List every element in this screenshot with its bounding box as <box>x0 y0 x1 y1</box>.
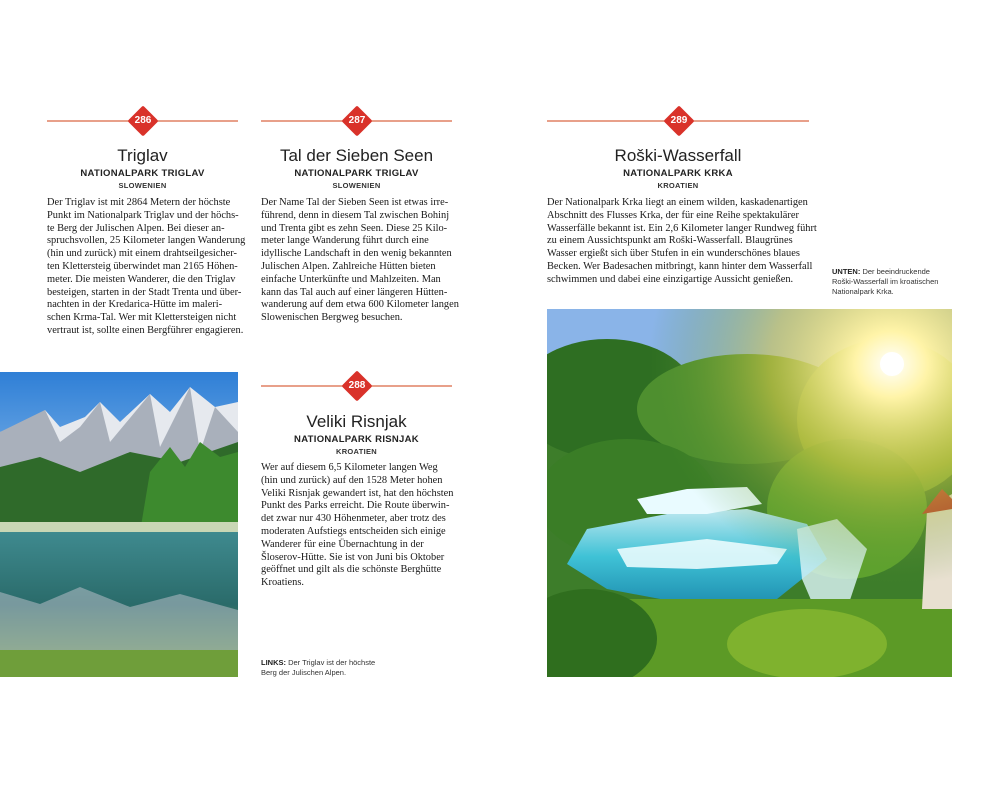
entry-number: 287 <box>348 115 366 126</box>
entry-number: 288 <box>348 380 366 391</box>
entry-country: SLOWENIEN <box>332 181 381 190</box>
entry-body: Der Nationalpark Krka liegt an einem wilden, kaskadenartigen Abschnitt des Flusses Krka, der für eine Reihe spektakulärer Wasserfälle bekannt ist. Ein 2,6 Kilometer langer Rundweg führt zu einem Aussichtspunkt am Roški-Wasserfall. Blaugrünes Wasser ergießt sich über Stufen in ein wunderschönes blaues Becken. Wer Badesachen mitbringt, kann hinter dem Wasserfall schwimmen und dabei eine einzigartige Aussicht genießen. <box>547 197 817 285</box>
entry-subtitle: NATIONALPARK TRIGLAV <box>294 168 419 179</box>
roski-waterfall-photo <box>547 309 952 677</box>
entry-body: Der Name Tal der Sieben Seen ist etwas irre- führend, denn in diesem Tal zwischen Bohinj und Trenta gibt es zehn Seen. Diese 25 Kilo- meter lange Wanderung führt durch eine idyllische Landschaft in den wenig bekannten Julischen Alpen. Zahlreiche Hütten bieten einfache Unterkünfte und Mahlzeiten. Man kann das Tal auch auf einer längeren Hütten- wanderung auf dem etwa 600 Kilometer langen Slowenischen Bergweg besuchen. <box>261 197 459 324</box>
photo-caption-right: UNTEN: Der beeindruckende Roški-Wasserfall im kroatischen Nationalpark Krka. <box>832 267 939 296</box>
entry-number: 289 <box>670 115 688 126</box>
book-spread <box>0 62 1000 738</box>
entry-country: KROATIEN <box>335 447 377 456</box>
entry-title: Triglav <box>117 146 168 165</box>
triglav-mountain-photo <box>0 372 238 677</box>
entry-number: 286 <box>134 115 152 126</box>
entry-country: SLOWENIEN <box>118 181 167 190</box>
entry-body: Wer auf diesem 6,5 Kilometer langen Weg (hin und zurück) auf den 1528 Meter hohen Veliki Risnjak gewandert ist, hat den höchsten Punkt des Parks erreicht. Die Route überwin- det zwar nur 430 Höhenmeter, aber trotz des moderaten Aufstiegs entscheiden sich einige Wanderer für eine Übernachtung in der Šloserov-Hütte. Sie ist von Juni bis Oktober geöffnet und gilt als die schönste Berghütte Kroatiens. <box>261 462 454 589</box>
entry-country: KROATIEN <box>657 181 699 190</box>
entry-title: Tal der Sieben Seen <box>279 146 434 165</box>
entry-subtitle: NATIONALPARK RISNJAK <box>294 434 419 445</box>
entry-title: Roški-Wasserfall <box>614 146 742 165</box>
entry-body: Der Triglav ist mit 2864 Metern der höchste Punkt im Nationalpark Triglav und der höchs- te Berg der Julischen Alpen. Bei dieser an- spruchsvollen, 25 Kilometer langen Wanderung (hin und zurück) mit einem drahtseilgesicher- ten Klettersteig überwindet man 2165 Höhen- meter. Die meisten Wanderer, die den Triglav besteigen, starten in der Stadt Trenta und über- nachten in der Kredarica-Hütte im maleri- schen Krma-Tal. Wer mit Klettersteigen nicht vertraut ist, sollte einen Bergführer engagieren. <box>47 197 246 336</box>
entry-subtitle: NATIONALPARK KRKA <box>623 168 733 179</box>
top-margin <box>0 0 1000 62</box>
entry-title: Veliki Risnjak <box>306 412 407 431</box>
photo-caption-left: LINKS: Der Triglav ist der höchste Berg der Julischen Alpen. <box>261 658 376 677</box>
entry-subtitle: NATIONALPARK TRIGLAV <box>80 168 205 179</box>
bottom-margin <box>0 738 1000 800</box>
